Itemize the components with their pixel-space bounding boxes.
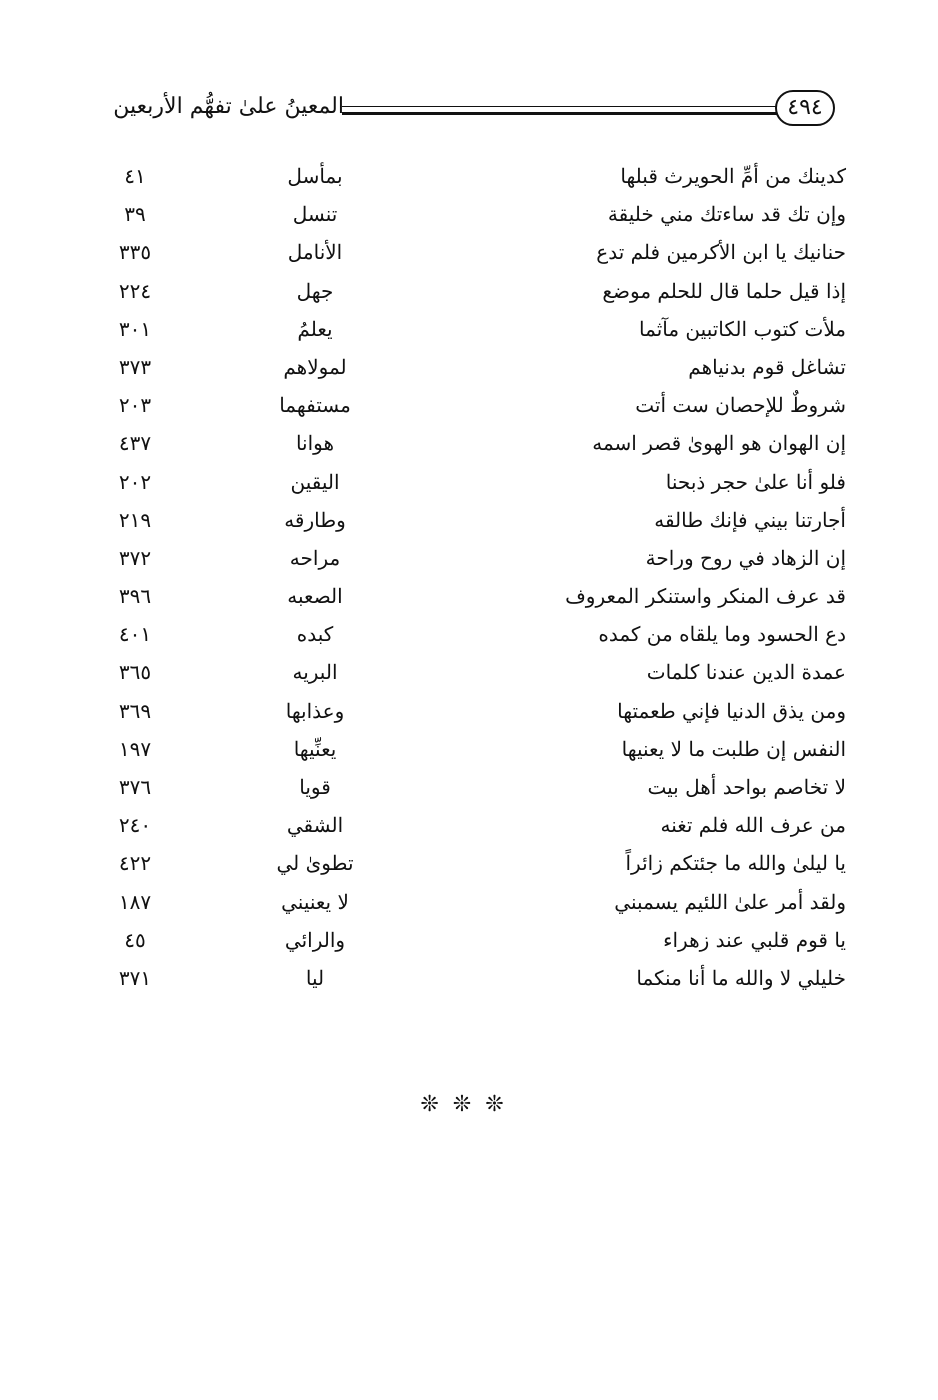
verse-opening: يا قوم قلبي عند زهراء <box>663 927 846 952</box>
rhyme-word: والرائي <box>284 927 346 952</box>
page-reference: ٣٩ <box>124 202 146 227</box>
rhyme-word: البريه <box>292 660 338 685</box>
rhyme-word: لا يعنيني <box>281 889 349 914</box>
page-reference: ٢٢٤ <box>118 278 152 303</box>
rhyme-word: جهل <box>296 278 334 303</box>
index-row <box>0 578 938 616</box>
verse-opening: فلو أنا علىٰ حجر ذبحنا <box>665 469 846 494</box>
rhyme-word: وطارقه <box>284 507 346 532</box>
index-row <box>0 884 938 922</box>
index-row <box>0 654 938 692</box>
verse-opening: إن الهوان هو الهوىٰ قصر اسمه <box>592 431 846 456</box>
verse-opening: إذا قيل حلما قال للحلم موضع <box>602 278 846 303</box>
index-row <box>0 502 938 540</box>
page-reference: ٣٧١ <box>118 965 152 990</box>
verse-opening: النفس إن طلبت ما لا يعنيها <box>621 736 846 761</box>
verse-opening: قد عرف المنكر واستنكر المعروف <box>565 584 846 609</box>
verse-opening: يا ليلىٰ والله ما جئتكم زائراً <box>625 851 846 876</box>
verse-opening: ومن يذق الدنيا فإني طعمتها <box>617 698 846 723</box>
rhyme-word: بمأسل <box>287 164 343 188</box>
index-row <box>0 540 938 578</box>
page-reference: ٣٧٦ <box>118 775 152 799</box>
page-reference: ٣٠١ <box>118 316 152 341</box>
verse-opening: من عرف الله فلم تغنه <box>660 813 846 838</box>
verse-opening: تشاغل قوم بدنياهم <box>688 354 846 379</box>
index-row <box>0 769 938 807</box>
page-reference: ٣٩٦ <box>118 584 152 609</box>
page-reference: ٢١٩ <box>118 507 152 532</box>
rhyme-word: يعنِّيها <box>293 736 337 761</box>
rhyme-word: كبده <box>296 622 334 647</box>
verse-opening: كدينك من أمِّ الحويرث قبلها <box>620 164 846 188</box>
verse-opening: عمدة الدين عندنا كلمات <box>646 660 846 685</box>
verse-opening: حنانيك يا ابن الأكرمين فلم تدع <box>596 240 846 265</box>
index-row <box>0 425 938 463</box>
index-row <box>0 807 938 845</box>
verse-opening: أجارتنا بيني فإنك طالقه <box>654 507 846 532</box>
index-row <box>0 731 938 769</box>
rhyme-word: الصعبه <box>287 584 343 609</box>
page-reference: ٣٧٢ <box>118 545 152 570</box>
verse-opening: إن الزهاد في روح وراحة <box>645 545 846 570</box>
section-end-ornament: ❊❊❊ <box>420 1092 518 1117</box>
verse-opening: ولقد أمر علىٰ اللئيم يسمبني <box>614 889 846 914</box>
verse-index-list <box>0 158 938 998</box>
page-number: ٤٩٤ <box>775 90 835 126</box>
rhyme-word: هوانا <box>295 431 335 456</box>
page-reference: ٤١ <box>124 164 146 188</box>
verse-opening: دع الحسود وما يلقاه من كمده <box>598 622 846 647</box>
index-row <box>0 845 938 883</box>
running-header <box>100 88 845 134</box>
page-reference: ٤٥ <box>124 927 146 952</box>
rhyme-word: ليا <box>305 965 325 990</box>
running-title: المعينُ علىٰ تفهُّم الأربعين <box>113 94 344 119</box>
page-reference: ٣٣٥ <box>118 240 152 265</box>
page-reference: ٣٦٩ <box>118 698 152 723</box>
verse-opening: ملأت كتوب الكاتبين مآثما <box>639 316 846 341</box>
index-row <box>0 349 938 387</box>
index-row <box>0 616 938 654</box>
page-reference: ١٨٧ <box>118 889 152 914</box>
page-reference: ٢٠٣ <box>118 393 152 418</box>
index-row <box>0 387 938 425</box>
rhyme-word: وعذابها <box>285 698 345 723</box>
page-reference: ٤٠١ <box>118 622 152 647</box>
rhyme-word: تنسل <box>292 202 338 227</box>
index-row <box>0 158 938 196</box>
index-row <box>0 196 938 234</box>
page-reference: ٣٧٣ <box>118 354 152 379</box>
page-reference: ٤٢٢ <box>118 851 152 876</box>
verse-opening: وإن تك قد ساءتك مني خليقة <box>607 202 846 227</box>
rhyme-word: الشقي <box>286 813 344 838</box>
index-row <box>0 273 938 311</box>
page-reference: ٢٤٠ <box>118 813 152 838</box>
rhyme-word: تطوىٰ لي <box>276 851 354 876</box>
page-reference: ٤٣٧ <box>118 431 152 456</box>
rhyme-word: لمولاهم <box>283 354 347 379</box>
verse-opening: خليلي لا والله ما أنا منكما <box>636 965 846 990</box>
page-reference: ٢٠٢ <box>118 469 152 494</box>
rhyme-word: مراحه <box>289 545 341 570</box>
header-rule <box>342 106 782 115</box>
rhyme-word: قويا <box>299 775 331 799</box>
rhyme-word: الأنامل <box>287 240 343 265</box>
page-reference: ٣٦٥ <box>118 660 152 685</box>
rhyme-word: مستفهما <box>279 393 351 418</box>
index-row <box>0 693 938 731</box>
rhyme-word: اليقين <box>290 469 340 494</box>
verse-opening: شروطٌ للإحصان ست أتت <box>635 393 846 418</box>
index-row <box>0 960 938 998</box>
index-row <box>0 234 938 272</box>
rhyme-word: يعلمُ <box>297 316 333 341</box>
page-reference: ١٩٧ <box>118 736 152 761</box>
verse-opening: لا تخاصم بواحد أهل بيت <box>647 775 846 799</box>
index-row <box>0 922 938 960</box>
index-row <box>0 311 938 349</box>
index-row <box>0 464 938 502</box>
